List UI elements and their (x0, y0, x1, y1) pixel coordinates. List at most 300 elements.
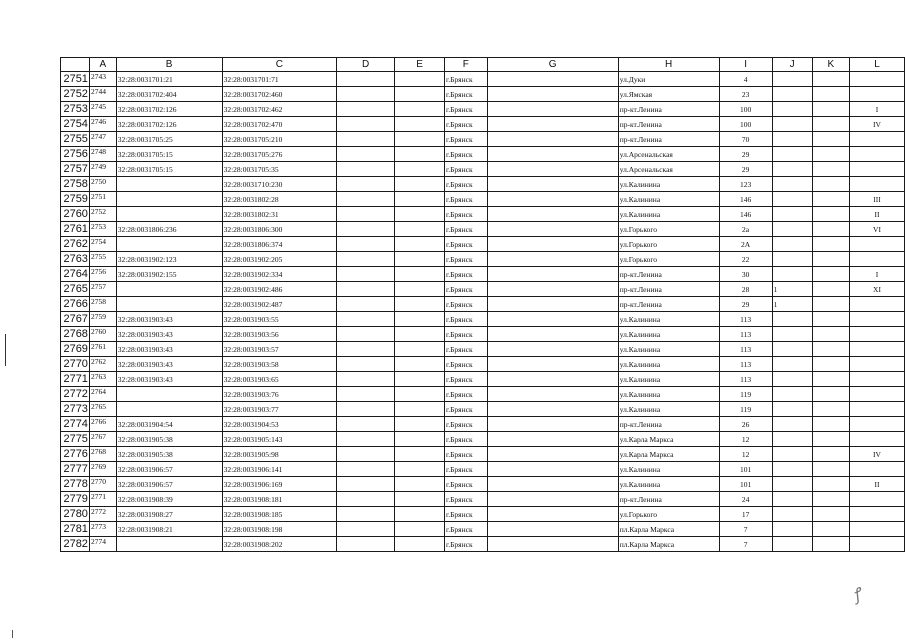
cell-h[interactable]: пр-кт.Ленина (618, 417, 719, 432)
cell-b[interactable] (116, 297, 222, 312)
row-number-cell[interactable]: 2761 (61, 222, 90, 237)
cell-a[interactable]: 2758 (89, 297, 116, 312)
cell-l[interactable] (850, 252, 905, 267)
row-number-cell[interactable]: 2763 (61, 252, 90, 267)
cell-i[interactable]: 12 (719, 432, 772, 447)
cell-c[interactable]: 32:28:0031903:58 (222, 357, 337, 372)
cell-f[interactable]: г.Брянск (445, 372, 488, 387)
cell-a[interactable]: 2771 (89, 492, 116, 507)
cell-f[interactable]: г.Брянск (445, 327, 488, 342)
cell-b[interactable]: 32:28:0031903:43 (116, 372, 222, 387)
cell-a[interactable]: 2769 (89, 462, 116, 477)
row-number-cell[interactable]: 2757 (61, 162, 90, 177)
row-number-cell[interactable]: 2782 (61, 537, 90, 552)
cell-f[interactable]: г.Брянск (445, 342, 488, 357)
cell-g[interactable] (487, 372, 618, 387)
cell-c[interactable]: 32:28:0031705:35 (222, 162, 337, 177)
cell-f[interactable]: г.Брянск (445, 132, 488, 147)
cell-a[interactable]: 2760 (89, 327, 116, 342)
cell-j[interactable] (772, 192, 812, 207)
cell-c[interactable]: 32:28:0031902:486 (222, 282, 337, 297)
cell-d[interactable] (337, 492, 395, 507)
cell-k[interactable] (812, 297, 849, 312)
cell-b[interactable]: 32:28:0031903:43 (116, 342, 222, 357)
cell-a[interactable]: 2746 (89, 117, 116, 132)
cell-j[interactable] (772, 267, 812, 282)
cell-d[interactable] (337, 177, 395, 192)
cell-g[interactable] (487, 252, 618, 267)
cell-l[interactable] (850, 417, 905, 432)
cell-a[interactable]: 2768 (89, 447, 116, 462)
cell-c[interactable]: 32:28:0031905:143 (222, 432, 337, 447)
cell-e[interactable] (395, 87, 445, 102)
cell-b[interactable]: 32:28:0031806:236 (116, 222, 222, 237)
cell-a[interactable]: 2755 (89, 252, 116, 267)
cell-k[interactable] (812, 192, 849, 207)
cell-d[interactable] (337, 537, 395, 552)
cell-k[interactable] (812, 222, 849, 237)
cell-d[interactable] (337, 72, 395, 87)
cell-l[interactable]: I (850, 267, 905, 282)
cell-g[interactable] (487, 402, 618, 417)
row-number-cell[interactable]: 2756 (61, 147, 90, 162)
cell-d[interactable] (337, 282, 395, 297)
cell-l[interactable]: II (850, 477, 905, 492)
cell-a[interactable]: 2763 (89, 372, 116, 387)
cell-c[interactable]: 32:28:0031908:198 (222, 522, 337, 537)
cell-c[interactable]: 32:28:0031908:181 (222, 492, 337, 507)
cell-e[interactable] (395, 447, 445, 462)
cell-e[interactable] (395, 342, 445, 357)
column-header-c[interactable]: C (222, 58, 337, 72)
cell-h[interactable]: ул.Калинина (618, 387, 719, 402)
cell-i[interactable]: 23 (719, 87, 772, 102)
cell-f[interactable]: г.Брянск (445, 537, 488, 552)
cell-h[interactable]: ул.Калинина (618, 177, 719, 192)
cell-k[interactable] (812, 357, 849, 372)
cell-d[interactable] (337, 357, 395, 372)
row-number-cell[interactable]: 2774 (61, 417, 90, 432)
cell-d[interactable] (337, 237, 395, 252)
row-number-cell[interactable]: 2777 (61, 462, 90, 477)
row-number-cell[interactable]: 2755 (61, 132, 90, 147)
cell-e[interactable] (395, 357, 445, 372)
column-header-b[interactable]: B (116, 58, 222, 72)
cell-g[interactable] (487, 192, 618, 207)
cell-j[interactable] (772, 342, 812, 357)
cell-f[interactable]: г.Брянск (445, 207, 488, 222)
cell-e[interactable] (395, 522, 445, 537)
cell-d[interactable] (337, 102, 395, 117)
cell-b[interactable] (116, 402, 222, 417)
cell-h[interactable]: ул.Калинина (618, 372, 719, 387)
cell-k[interactable] (812, 282, 849, 297)
cell-a[interactable]: 2747 (89, 132, 116, 147)
cell-d[interactable] (337, 132, 395, 147)
cell-e[interactable] (395, 132, 445, 147)
cell-k[interactable] (812, 492, 849, 507)
cell-d[interactable] (337, 207, 395, 222)
cell-d[interactable] (337, 267, 395, 282)
cell-k[interactable] (812, 537, 849, 552)
cell-d[interactable] (337, 507, 395, 522)
cell-i[interactable]: 24 (719, 492, 772, 507)
cell-h[interactable]: пр-кт.Ленина (618, 267, 719, 282)
cell-j[interactable] (772, 132, 812, 147)
cell-d[interactable] (337, 312, 395, 327)
cell-h[interactable]: пл.Карла Маркса (618, 537, 719, 552)
cell-g[interactable] (487, 117, 618, 132)
cell-d[interactable] (337, 162, 395, 177)
cell-i[interactable]: 28 (719, 282, 772, 297)
cell-c[interactable]: 32:28:0031908:202 (222, 537, 337, 552)
cell-a[interactable]: 2745 (89, 102, 116, 117)
cell-b[interactable] (116, 387, 222, 402)
row-number-cell[interactable]: 2779 (61, 492, 90, 507)
cell-b[interactable]: 32:28:0031702:126 (116, 117, 222, 132)
cell-a[interactable]: 2759 (89, 312, 116, 327)
cell-k[interactable] (812, 177, 849, 192)
cell-j[interactable] (772, 402, 812, 417)
cell-c[interactable]: 32:28:0031802:28 (222, 192, 337, 207)
cell-l[interactable] (850, 492, 905, 507)
row-number-cell[interactable]: 2765 (61, 282, 90, 297)
cell-a[interactable]: 2754 (89, 237, 116, 252)
row-number-cell[interactable]: 2752 (61, 87, 90, 102)
row-number-cell[interactable]: 2768 (61, 327, 90, 342)
cell-c[interactable]: 32:28:0031806:374 (222, 237, 337, 252)
cell-i[interactable]: 100 (719, 117, 772, 132)
cell-k[interactable] (812, 372, 849, 387)
cell-c[interactable]: 32:28:0031903:55 (222, 312, 337, 327)
row-number-cell[interactable]: 2775 (61, 432, 90, 447)
cell-k[interactable] (812, 477, 849, 492)
row-number-cell[interactable]: 2781 (61, 522, 90, 537)
cell-k[interactable] (812, 507, 849, 522)
cell-a[interactable]: 2767 (89, 432, 116, 447)
column-header-f[interactable]: F (445, 58, 488, 72)
cell-k[interactable] (812, 267, 849, 282)
cell-j[interactable] (772, 147, 812, 162)
cell-d[interactable] (337, 417, 395, 432)
cell-i[interactable]: 17 (719, 507, 772, 522)
cell-c[interactable]: 32:28:0031705:210 (222, 132, 337, 147)
cell-l[interactable]: XI (850, 282, 905, 297)
cell-e[interactable] (395, 462, 445, 477)
cell-k[interactable] (812, 72, 849, 87)
cell-g[interactable] (487, 312, 618, 327)
cell-a[interactable]: 2753 (89, 222, 116, 237)
cell-j[interactable] (772, 447, 812, 462)
cell-c[interactable]: 32:28:0031702:470 (222, 117, 337, 132)
cell-h[interactable]: ул.Карла Маркса (618, 447, 719, 462)
cell-l[interactable] (850, 372, 905, 387)
cell-f[interactable]: г.Брянск (445, 147, 488, 162)
cell-f[interactable]: г.Брянск (445, 492, 488, 507)
cell-j[interactable] (772, 537, 812, 552)
cell-e[interactable] (395, 387, 445, 402)
cell-j[interactable]: 1 (772, 282, 812, 297)
cell-j[interactable] (772, 522, 812, 537)
cell-k[interactable] (812, 327, 849, 342)
cell-l[interactable] (850, 357, 905, 372)
cell-e[interactable] (395, 417, 445, 432)
cell-l[interactable] (850, 342, 905, 357)
cell-c[interactable]: 32:28:0031903:57 (222, 342, 337, 357)
cell-a[interactable]: 2762 (89, 357, 116, 372)
cell-l[interactable] (850, 327, 905, 342)
cell-j[interactable] (772, 162, 812, 177)
cell-e[interactable] (395, 297, 445, 312)
cell-f[interactable]: г.Брянск (445, 237, 488, 252)
cell-k[interactable] (812, 237, 849, 252)
cell-k[interactable] (812, 387, 849, 402)
cell-d[interactable] (337, 252, 395, 267)
cell-g[interactable] (487, 87, 618, 102)
cell-e[interactable] (395, 177, 445, 192)
cell-l[interactable] (850, 507, 905, 522)
cell-h[interactable]: ул.Горького (618, 507, 719, 522)
cell-l[interactable] (850, 522, 905, 537)
cell-f[interactable]: г.Брянск (445, 507, 488, 522)
cell-b[interactable]: 32:28:0031906:57 (116, 462, 222, 477)
cell-g[interactable] (487, 147, 618, 162)
cell-g[interactable] (487, 492, 618, 507)
cell-i[interactable]: 70 (719, 132, 772, 147)
cell-a[interactable]: 2773 (89, 522, 116, 537)
cell-g[interactable] (487, 477, 618, 492)
cell-g[interactable] (487, 507, 618, 522)
column-header-k[interactable]: K (812, 58, 849, 72)
cell-f[interactable]: г.Брянск (445, 387, 488, 402)
cell-b[interactable] (116, 192, 222, 207)
cell-e[interactable] (395, 432, 445, 447)
cell-e[interactable] (395, 402, 445, 417)
row-number-cell[interactable]: 2769 (61, 342, 90, 357)
cell-a[interactable]: 2772 (89, 507, 116, 522)
cell-b[interactable]: 32:28:0031903:43 (116, 357, 222, 372)
cell-h[interactable]: пр-кт.Ленина (618, 132, 719, 147)
cell-g[interactable] (487, 102, 618, 117)
cell-g[interactable] (487, 447, 618, 462)
cell-f[interactable]: г.Брянск (445, 252, 488, 267)
cell-a[interactable]: 2770 (89, 477, 116, 492)
cell-f[interactable]: г.Брянск (445, 447, 488, 462)
cell-f[interactable]: г.Брянск (445, 432, 488, 447)
row-number-cell[interactable]: 2778 (61, 477, 90, 492)
cell-j[interactable]: 1 (772, 297, 812, 312)
cell-l[interactable] (850, 432, 905, 447)
cell-k[interactable] (812, 87, 849, 102)
cell-h[interactable]: ул.Калинина (618, 357, 719, 372)
cell-h[interactable]: пр-кт.Ленина (618, 492, 719, 507)
cell-b[interactable]: 32:28:0031904:54 (116, 417, 222, 432)
cell-d[interactable] (337, 297, 395, 312)
cell-f[interactable]: г.Брянск (445, 162, 488, 177)
cell-j[interactable] (772, 222, 812, 237)
cell-g[interactable] (487, 207, 618, 222)
cell-d[interactable] (337, 342, 395, 357)
cell-h[interactable]: ул.Калинина (618, 402, 719, 417)
cell-g[interactable] (487, 72, 618, 87)
cell-g[interactable] (487, 432, 618, 447)
cell-i[interactable]: 7 (719, 522, 772, 537)
cell-k[interactable] (812, 417, 849, 432)
row-number-cell[interactable]: 2753 (61, 102, 90, 117)
cell-f[interactable]: г.Брянск (445, 222, 488, 237)
cell-g[interactable] (487, 222, 618, 237)
cell-f[interactable]: г.Брянск (445, 177, 488, 192)
cell-j[interactable] (772, 417, 812, 432)
cell-a[interactable]: 2749 (89, 162, 116, 177)
cell-e[interactable] (395, 147, 445, 162)
cell-l[interactable] (850, 537, 905, 552)
cell-k[interactable] (812, 312, 849, 327)
cell-a[interactable]: 2757 (89, 282, 116, 297)
cell-j[interactable] (772, 177, 812, 192)
cell-b[interactable]: 32:28:0031705:15 (116, 162, 222, 177)
cell-j[interactable] (772, 72, 812, 87)
cell-i[interactable]: 113 (719, 312, 772, 327)
cell-a[interactable]: 2744 (89, 87, 116, 102)
row-number-cell[interactable]: 2751 (61, 72, 90, 87)
cell-k[interactable] (812, 402, 849, 417)
cell-k[interactable] (812, 102, 849, 117)
cell-b[interactable]: 32:28:0031902:155 (116, 267, 222, 282)
row-number-cell[interactable]: 2773 (61, 402, 90, 417)
cell-h[interactable]: ул.Ямская (618, 87, 719, 102)
cell-h[interactable]: ул.Арсенальская (618, 147, 719, 162)
cell-j[interactable] (772, 87, 812, 102)
cell-f[interactable]: г.Брянск (445, 297, 488, 312)
cell-k[interactable] (812, 132, 849, 147)
cell-c[interactable]: 32:28:0031802:31 (222, 207, 337, 222)
cell-b[interactable] (116, 237, 222, 252)
column-header-i[interactable]: I (719, 58, 772, 72)
cell-c[interactable]: 32:28:0031902:205 (222, 252, 337, 267)
cell-i[interactable]: 119 (719, 402, 772, 417)
cell-l[interactable] (850, 312, 905, 327)
cell-b[interactable]: 32:28:0031905:38 (116, 447, 222, 462)
cell-l[interactable] (850, 177, 905, 192)
cell-f[interactable]: г.Брянск (445, 267, 488, 282)
column-header-g[interactable]: G (487, 58, 618, 72)
cell-a[interactable]: 2756 (89, 267, 116, 282)
cell-c[interactable]: 32:28:0031903:56 (222, 327, 337, 342)
cell-i[interactable]: 29 (719, 162, 772, 177)
cell-c[interactable]: 32:28:0031702:460 (222, 87, 337, 102)
cell-d[interactable] (337, 432, 395, 447)
cell-b[interactable]: 32:28:0031905:38 (116, 432, 222, 447)
cell-b[interactable]: 32:28:0031902:123 (116, 252, 222, 267)
cell-e[interactable] (395, 207, 445, 222)
cell-g[interactable] (487, 282, 618, 297)
cell-b[interactable]: 32:28:0031906:57 (116, 477, 222, 492)
cell-b[interactable]: 32:28:0031705:25 (116, 132, 222, 147)
cell-e[interactable] (395, 327, 445, 342)
cell-e[interactable] (395, 282, 445, 297)
cell-e[interactable] (395, 477, 445, 492)
cell-i[interactable]: 30 (719, 267, 772, 282)
cell-a[interactable]: 2743 (89, 72, 116, 87)
cell-e[interactable] (395, 312, 445, 327)
cell-c[interactable]: 32:28:0031705:276 (222, 147, 337, 162)
cell-d[interactable] (337, 222, 395, 237)
cell-i[interactable]: 113 (719, 342, 772, 357)
cell-g[interactable] (487, 297, 618, 312)
cell-i[interactable]: 101 (719, 462, 772, 477)
cell-d[interactable] (337, 117, 395, 132)
cell-f[interactable]: г.Брянск (445, 192, 488, 207)
cell-g[interactable] (487, 357, 618, 372)
cell-h[interactable]: ул.Горького (618, 222, 719, 237)
cell-h[interactable]: ул.Горького (618, 252, 719, 267)
row-number-cell[interactable]: 2772 (61, 387, 90, 402)
cell-j[interactable] (772, 477, 812, 492)
cell-f[interactable]: г.Брянск (445, 72, 488, 87)
cell-c[interactable]: 32:28:0031906:141 (222, 462, 337, 477)
cell-d[interactable] (337, 477, 395, 492)
row-number-cell[interactable]: 2776 (61, 447, 90, 462)
cell-l[interactable] (850, 462, 905, 477)
cell-h[interactable]: ул.Калинина (618, 207, 719, 222)
cell-j[interactable] (772, 117, 812, 132)
cell-d[interactable] (337, 522, 395, 537)
cell-l[interactable] (850, 237, 905, 252)
cell-e[interactable] (395, 537, 445, 552)
cell-a[interactable]: 2748 (89, 147, 116, 162)
cell-b[interactable] (116, 537, 222, 552)
cell-j[interactable] (772, 492, 812, 507)
cell-l[interactable] (850, 162, 905, 177)
cell-c[interactable]: 32:28:0031903:65 (222, 372, 337, 387)
cell-k[interactable] (812, 342, 849, 357)
cell-k[interactable] (812, 117, 849, 132)
cell-j[interactable] (772, 432, 812, 447)
cell-l[interactable] (850, 387, 905, 402)
cell-l[interactable] (850, 72, 905, 87)
cell-b[interactable] (116, 207, 222, 222)
cell-g[interactable] (487, 537, 618, 552)
column-header-h[interactable]: H (618, 58, 719, 72)
row-number-cell[interactable]: 2764 (61, 267, 90, 282)
cell-a[interactable]: 2764 (89, 387, 116, 402)
cell-i[interactable]: 100 (719, 102, 772, 117)
cell-g[interactable] (487, 387, 618, 402)
cell-i[interactable]: 7 (719, 537, 772, 552)
row-number-cell[interactable]: 2771 (61, 372, 90, 387)
cell-h[interactable]: ул.Калинина (618, 312, 719, 327)
cell-h[interactable]: ул.Дуки (618, 72, 719, 87)
row-number-cell[interactable]: 2758 (61, 177, 90, 192)
cell-j[interactable] (772, 507, 812, 522)
cell-l[interactable]: IV (850, 447, 905, 462)
cell-h[interactable]: пр-кт.Ленина (618, 102, 719, 117)
cell-e[interactable] (395, 222, 445, 237)
cell-b[interactable]: 32:28:0031908:27 (116, 507, 222, 522)
cell-e[interactable] (395, 372, 445, 387)
cell-l[interactable] (850, 87, 905, 102)
cell-j[interactable] (772, 357, 812, 372)
cell-e[interactable] (395, 102, 445, 117)
cell-f[interactable]: г.Брянск (445, 417, 488, 432)
cell-j[interactable] (772, 327, 812, 342)
cell-h[interactable]: ул.Калинина (618, 192, 719, 207)
cell-l[interactable]: VI (850, 222, 905, 237)
cell-i[interactable]: 113 (719, 327, 772, 342)
cell-j[interactable] (772, 102, 812, 117)
cell-f[interactable]: г.Брянск (445, 102, 488, 117)
